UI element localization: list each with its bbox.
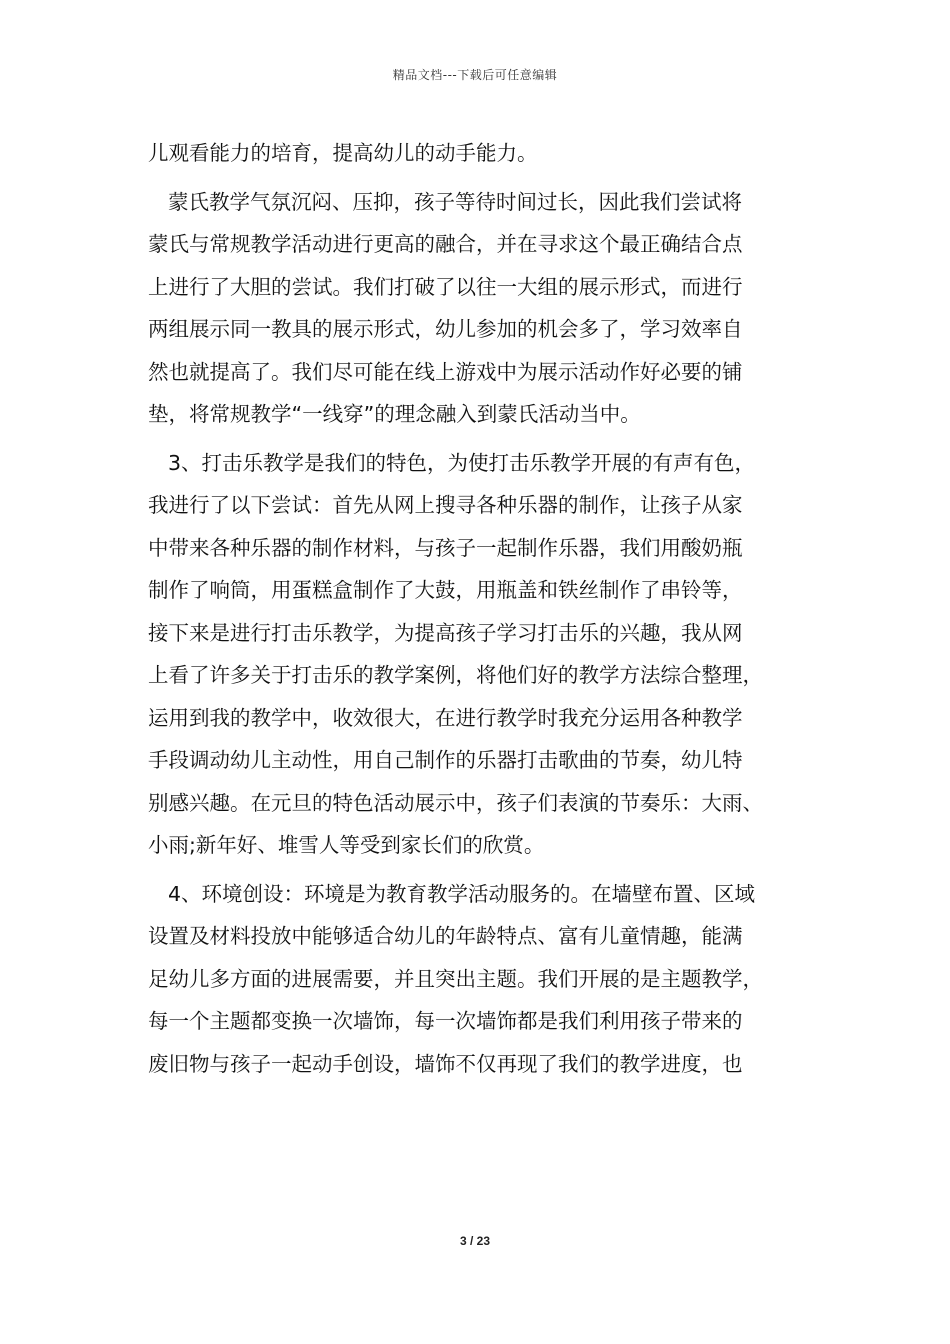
text-line: 别感兴趣。在元旦的特色活动展示中，孩子们表演的节奏乐：大雨、: [148, 790, 763, 815]
text-line: 手段调动幼儿主动性，用自己制作的乐器打击歌曲的节奏，幼儿特: [148, 748, 743, 772]
text-line: 蒙氏与常规教学活动进行更高的融合，并在寻求这个最正确结合点: [148, 232, 743, 256]
paragraph-first-line: 3、打击乐教学是我们的特色，为使打击乐教学开展的有声有色，: [168, 450, 756, 475]
text-line: 每一个主题都变换一次墙饰，每一次墙饰都是我们利用孩子带来的: [148, 1009, 743, 1033]
text-line: 制作了响筒，用蛋糕盒制作了大鼓，用瓶盖和铁丝制作了串铃等，: [148, 578, 743, 602]
text-line: 上看了许多关于打击乐的教学案例，将他们好的教学方法综合整理，: [148, 663, 763, 687]
text-line: 接下来是进行打击乐教学，为提高孩子学习打击乐的兴趣，我从网: [148, 620, 743, 645]
text-line: 上进行了大胆的尝试。我们打破了以往一大组的展示形式，而进行: [148, 274, 743, 299]
text-line: 垫，将常规教学“一线穿”的理念融入到蒙氏活动当中。: [148, 402, 641, 426]
text-line: 运用到我的教学中，收效很大，在进行教学时我充分运用各种教学: [148, 705, 743, 730]
text-line: 足幼儿多方面的进展需要，并且突出主题。我们开展的是主题教学，: [148, 966, 763, 991]
page-number: 3 / 23: [459, 1234, 491, 1248]
paragraph-first-line: 4、环境创设：环境是为教育教学活动服务的。在墙壁布置、区域: [168, 881, 756, 906]
text-line: 我进行了以下尝试：首先从网上搜寻各种乐器的制作，让孩子从家: [148, 493, 743, 517]
text-line: 废旧物与孩子一起动手创设，墙饰不仅再现了我们的教学进度，也: [148, 1051, 743, 1076]
text-line: 两组展示同一教具的展示形式，幼儿参加的机会多了，学习效率自: [148, 317, 743, 341]
text-line: 设置及材料投放中能够适合幼儿的年龄特点、富有儿童情趣，能满: [148, 924, 743, 948]
text-line: 然也就提高了。我们尽可能在线上游戏中为展示活动作好必要的铺: [148, 359, 743, 384]
document-body: [148, 132, 808, 1085]
paragraph-first-line: 蒙氏教学气氛沉闷、压抑，孩子等待时间过长，因此我们尝试将: [168, 189, 742, 214]
page-header: 精品文档---下载后可任意编辑: [392, 68, 558, 82]
text-line: 中带来各种乐器的制作材料，与孩子一起制作乐器，我们用酸奶瓶: [148, 535, 743, 560]
text-line: 儿观看能力的培育，提高幼儿的动手能力。: [148, 141, 538, 165]
text-line: 小雨;新年好、堆雪人等受到家长们的欣赏。: [148, 833, 545, 857]
